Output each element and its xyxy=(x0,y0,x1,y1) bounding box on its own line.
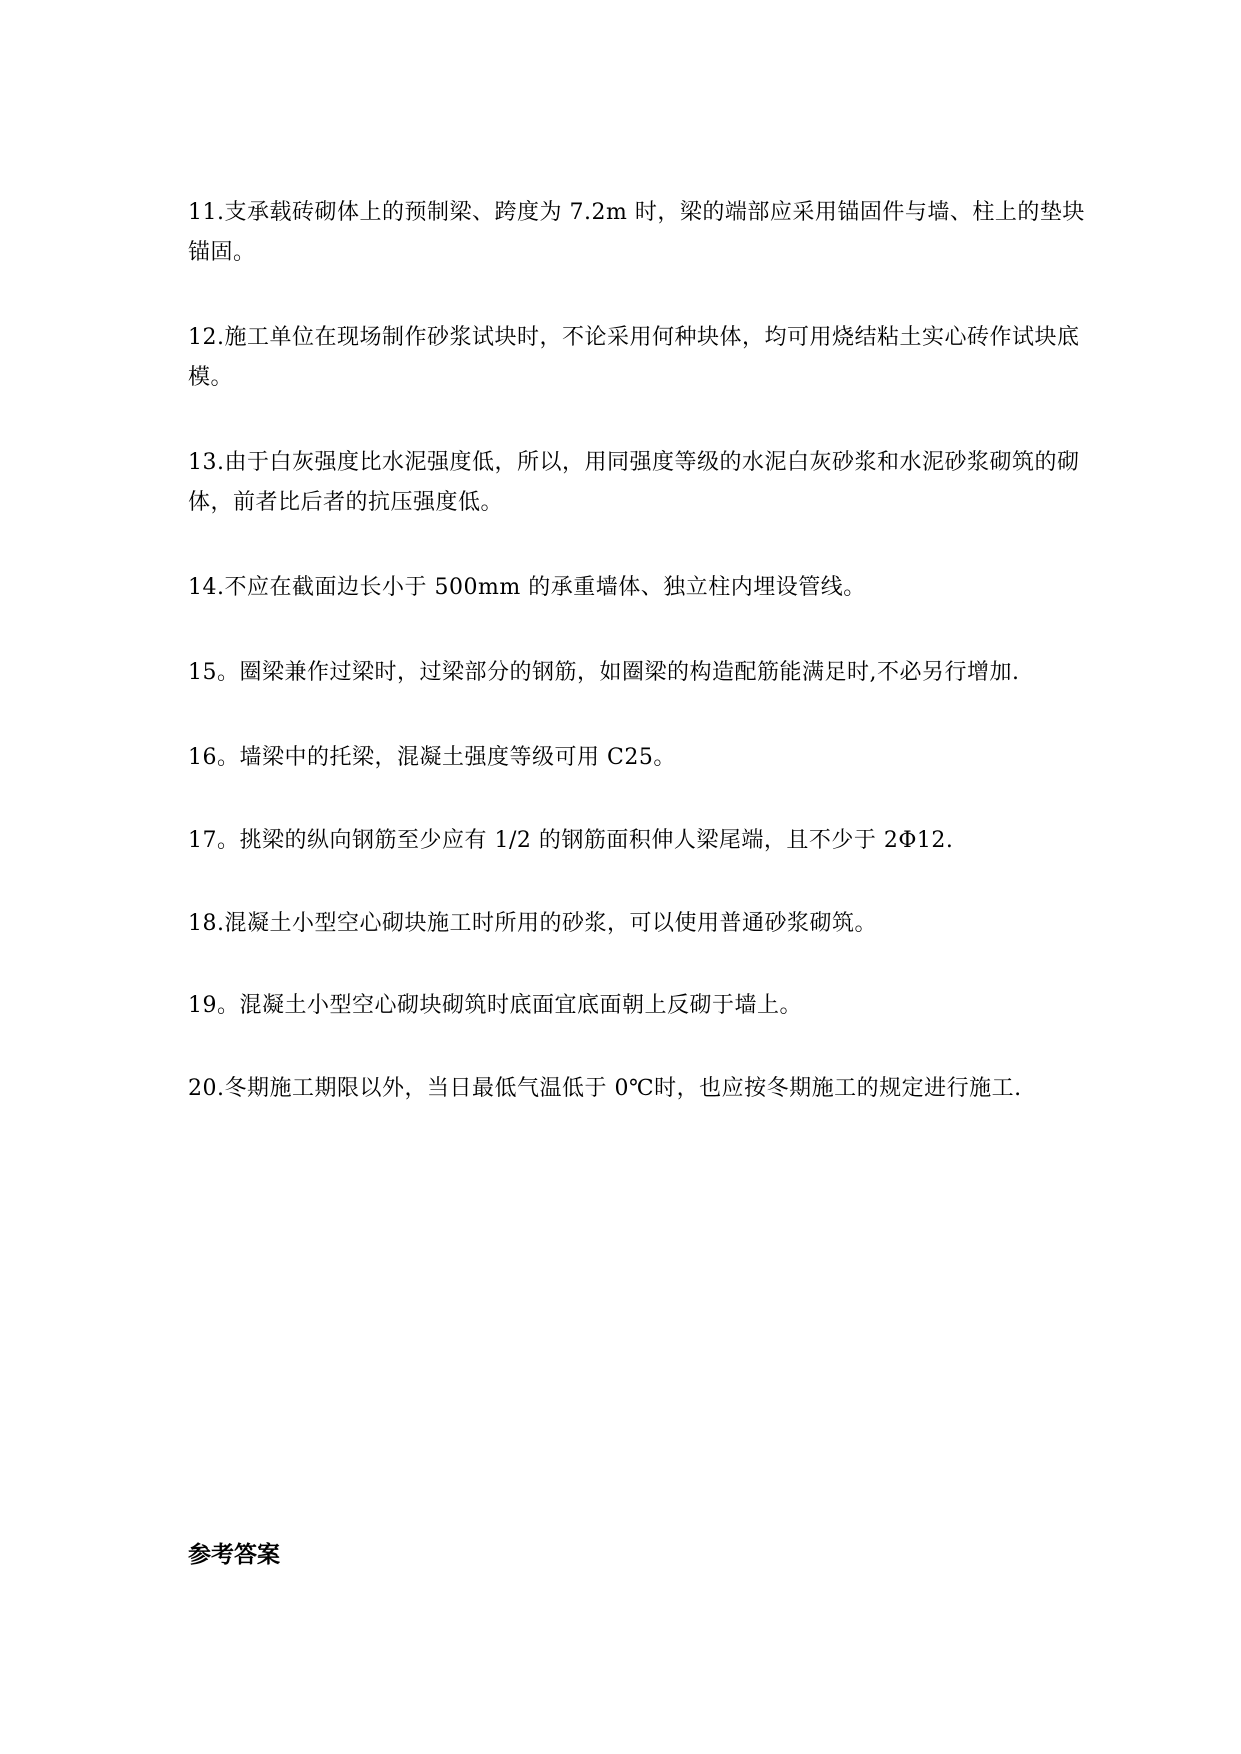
question-14: 14.不应在截面边长小于 500mm 的承重墙体、独立柱内埋设管线。 xyxy=(188,575,866,600)
question-17: 17。挑梁的纵向钢筋至少应有 1/2 的钢筋面积伸人梁尾端，且不少于 2Φ12. xyxy=(188,828,954,853)
question-12: 12.施工单位在现场制作砂浆试块时，不论采用何种块体，均可用烧结粘土实心砖作试块底模。 xyxy=(188,325,1080,390)
question-13: 13.由于白灰强度比水泥强度低，所以，用同强度等级的水泥白灰砂浆和水泥砂浆砌筑的砌体，前者比后者的抗压强度低。 xyxy=(188,450,1080,515)
question-20: 20.冬期施工期限以外，当日最低气温低于 0℃时，也应按冬期施工的规定进行施工. xyxy=(188,1076,1022,1101)
answers-heading: 参考答案 xyxy=(188,1542,280,1568)
question-16: 16。墙梁中的托梁，混凝土强度等级可用 C25。 xyxy=(188,745,676,770)
question-19: 19。混凝土小型空心砌块砌筑时底面宜底面朝上反砌于墙上。 xyxy=(188,993,802,1018)
question-18: 18.混凝土小型空心砌块施工时所用的砂浆，可以使用普通砂浆砌筑。 xyxy=(188,911,877,936)
question-15: 15。圈梁兼作过梁时，过梁部分的钢筋，如圈梁的构造配筋能满足时,不必另行增加. xyxy=(188,660,1020,685)
question-11: 11.支承载砖砌体上的预制梁、跨度为 7.2m 时，梁的端部应采用锚固件与墙、柱上的垫块锚固。 xyxy=(188,200,1085,265)
